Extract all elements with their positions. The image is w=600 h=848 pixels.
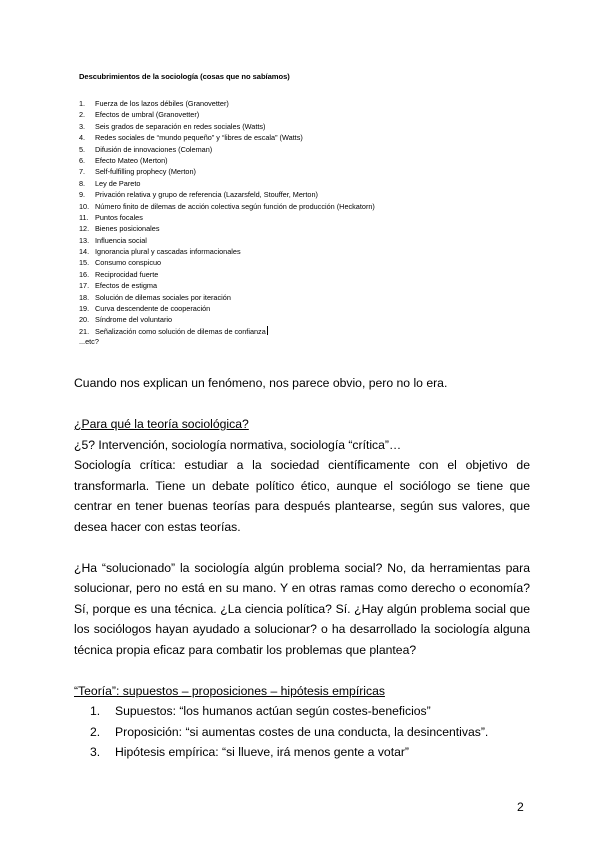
embedded-etc: ...etc?: [79, 337, 99, 347]
list-item: 16. Reciprocidad fuerte: [79, 269, 159, 279]
list-item: 15. Consumo conspicuo: [79, 258, 162, 268]
heading-para-que: [74, 414, 530, 435]
heading-teoria-text: “Teoría”: supuestos – proposiciones – hipótesis empíricas: [74, 683, 385, 698]
document-body: [74, 373, 530, 763]
list-item: 13. Influencia social: [79, 235, 147, 245]
list-item: 19. Curva descendente de cooperación: [79, 304, 211, 314]
list-item: 12. Bienes posicionales: [79, 224, 160, 234]
list-item: 6. Efecto Mateo (Merton): [79, 155, 168, 165]
list-item: 3. Seis grados de separación en redes sociales (Watts): [79, 121, 266, 131]
paragraph-obvio: Cuando nos explican un fenómeno, nos parece obvio, pero no lo era.: [74, 376, 448, 390]
list-item: 20. Síndrome del voluntario: [79, 315, 173, 325]
paragraph-cinco: ¿5? Intervención, sociología normativa, sociología “crítica”…: [74, 437, 402, 452]
discoveries-list: [79, 98, 459, 337]
list-item: 1. Supuestos: “los humanos actúan según costes-beneficios”: [90, 704, 431, 718]
embedded-discoveries-image: [79, 72, 459, 347]
paragraph-critica: Sociología crítica: estudiar a la sociedad científicamente con el objetivo de transformarla. Tiene un debate político ético, aunque el sociólogo se tiene que centrar en tener buenas teorías para después plantearse, según sus valores, que desea hacer con estas teorías.: [74, 458, 530, 534]
list-item: 1. Fuerza de los lazos débiles (Granovetter): [79, 99, 229, 108]
list-item: 11. Puntos focales: [79, 212, 143, 222]
teoria-list: [74, 701, 530, 763]
list-item: 9. Privación relativa y grupo de referencia (Lazarsfeld, Stouffer, Merton): [79, 190, 318, 200]
list-item: 21. Señalización como solución de dilemas de confianza: [79, 326, 266, 336]
text-cursor: [267, 326, 268, 335]
list-item: 2. Proposición: “si aumentas costes de una conducta, la desincentivas”.: [90, 724, 489, 739]
list-item: 7. Self-fulfilling prophecy (Merton): [79, 167, 196, 177]
list-item: 3. Hipótesis empírica: “si llueve, irá menos gente a votar”: [90, 745, 409, 759]
list-item: 8. Ley de Pareto: [79, 178, 141, 188]
heading-teoria: [74, 681, 530, 702]
heading-para-que-text: ¿Para qué la teoría sociológica?: [74, 417, 249, 431]
list-item: 10. Número finito de dilemas de acción colectiva según función de producción (Heckatorn): [79, 201, 375, 211]
list-item: 2. Efectos de umbral (Granovetter): [79, 110, 200, 120]
list-item: 4. Redes sociales de “mundo pequeño” y “libres de escala” (Watts): [79, 133, 303, 143]
embedded-title: Descubrimientos de la sociología (cosas que no sabíamos): [79, 72, 290, 81]
list-item: 17. Efectos de estigma: [79, 281, 158, 291]
paragraph-solucionado: ¿Ha “solucionado” la sociología algún problema social? No, da herramientas para solucionar, pero no está en su mano. Y en otras ramas como derecho o economía? Sí, porque es una técnica. ¿La ciencia política? Sí. ¿Hay algún problema social que los sociólogos hayan ayudado a solucionar? o ha desarrollado la sociología alguna técnica propia eficaz para combatir los problemas que plantea?: [74, 560, 530, 657]
list-item: 14. Ignorancia plural y cascadas informacionales: [79, 247, 241, 257]
list-item: 18. Solución de dilemas sociales por iteración: [79, 292, 231, 302]
page-number: 2: [517, 800, 524, 814]
list-item: 5. Difusión de innovaciones (Coleman): [79, 144, 213, 154]
